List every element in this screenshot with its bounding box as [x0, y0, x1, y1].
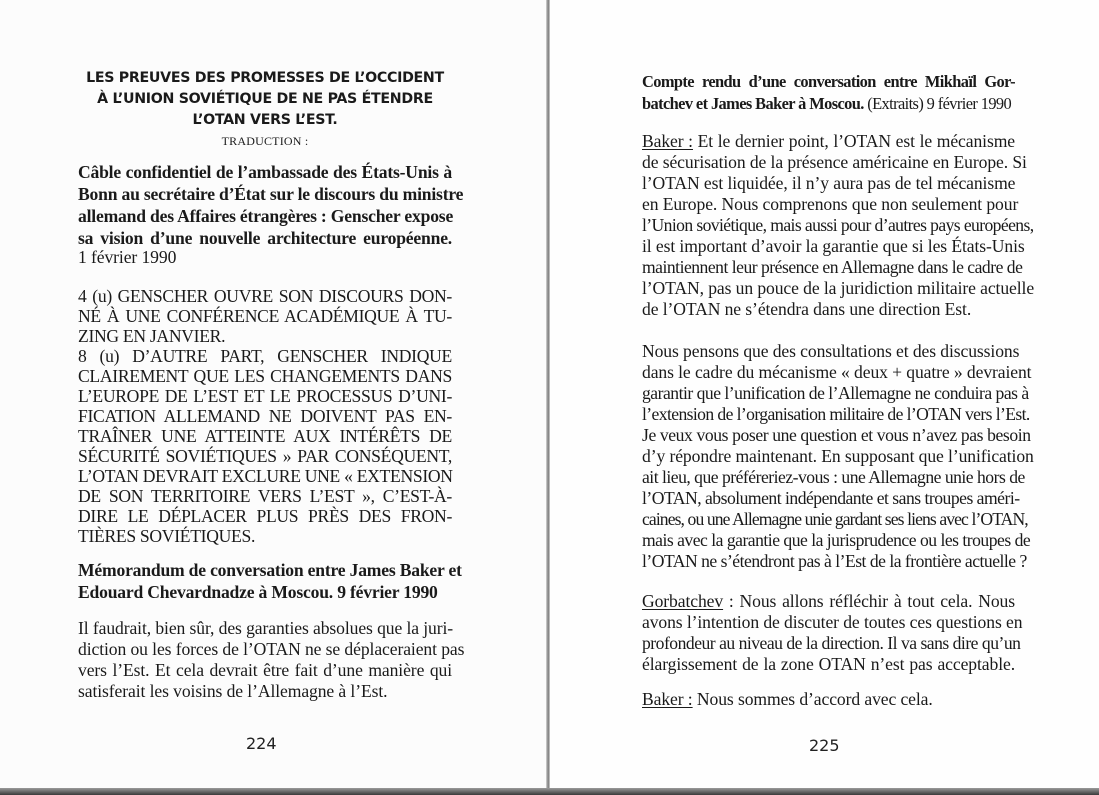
page-number: 224 — [246, 734, 277, 753]
memo-body-line: satisferait les voisins de l’Allemagne à l’Est. — [78, 681, 388, 701]
paragraph-text: Et le dernier point, l’OTAN est le mécanisme — [692, 131, 1015, 151]
cable-body-line: CLAIREMENT QUE LES CHANGEMENTS DANS — [78, 366, 452, 386]
cable-title-line: Câble confidentiel de l’ambassade des États-Unis à — [78, 162, 452, 182]
cable-body-line: DIRE LE DÉPLACER PLUS PRÈS DES FRON- — [78, 506, 452, 526]
cable-body-line: ZING EN JANVIER. — [78, 326, 226, 346]
paragraph-line: dans le cadre du mécanisme « deux + quatre » devraient — [642, 362, 1032, 382]
baker-paragraph-line — [642, 131, 1015, 152]
cable-body-line: 4 (u) GENSCHER OUVRE SON DISCOURS DON- — [78, 286, 452, 306]
baker-paragraph-line: il est important d’avoir la garantie que si les États-Unis — [642, 236, 1025, 256]
conversation-title-bold: batchev et James Baker à Moscou. — [642, 94, 864, 113]
question-paragraph-line: mais avec la garantie que la jurisprudence ou les troupes de — [642, 530, 1031, 550]
speaker-baker: Baker : — [642, 131, 693, 151]
chapter-heading-line: À L’UNION SOVIÉTIQUE DE NE PAS ÉTENDRE — [97, 91, 433, 107]
memo-title-line: Mémorandum de conversation entre James Baker et — [78, 560, 462, 580]
right-page — [550, 0, 1099, 788]
gorbatchev-paragraph-line: profondeur au niveau de la direction. Il va sans dire qu’un — [642, 633, 1021, 653]
question-paragraph-line: l’OTAN ne s’étendront pas à l’Est de la frontière actuelle ? — [642, 551, 1027, 571]
speaker-gorbatchev: Gorbatchev — [642, 591, 724, 611]
chapter-heading-line: L’OTAN VERS L’EST. — [192, 112, 338, 128]
memo-title-line: Edouard Chevardnadze à Moscou. 9 février 1990 — [78, 582, 438, 602]
gorbatchev-paragraph-line — [642, 591, 1015, 612]
baker-paragraph-line: l’Union soviétique, mais aussi pour d’autres pays européens, — [642, 215, 1034, 235]
memo-body-line: diction ou les forces de l’OTAN ne se déplaceraient pas — [78, 639, 465, 659]
cable-body-line: L’EUROPE DE L’EST ET LE PROCESSUS D’UNI- — [78, 386, 452, 406]
paragraph-line: l’extension de l’organisation militaire de l’OTAN vers l’Est. — [642, 404, 1030, 424]
baker-paragraph-line: de l’OTAN ne s’étendra dans une direction Est. — [642, 299, 972, 319]
baker-paragraph-line: de sécurisation de la présence américaine en Europe. Si — [642, 152, 1027, 172]
paragraph-line: garantir que l’unification de l’Allemagne ne conduira pas à — [642, 383, 1029, 403]
conversation-title-line: Compte rendu d’une conversation entre Mikhaïl Gor- — [642, 72, 1015, 91]
gorbatchev-paragraph-line: avons l’intention de discuter de toutes ces questions en — [642, 612, 1023, 632]
cable-body-line: NÉ À UNE CONFÉRENCE ACADÉMIQUE À TU- — [78, 306, 452, 326]
cable-title-line: allemand des Affaires étrangères : Genscher expose — [78, 206, 454, 226]
left-page — [0, 0, 547, 788]
paragraph-line: Nous pensons que des consultations et des discussions — [642, 341, 1020, 361]
question-paragraph-line: ait lieu, que préféreriez-vous : une Allemagne unie hors de — [642, 467, 1025, 487]
paragraph-text: Nous sommes d’accord avec cela. — [692, 689, 933, 709]
cable-body-line: FICATION ALLEMAND NE DOIVENT PAS EN- — [78, 406, 452, 426]
speaker-baker: Baker : — [642, 689, 693, 709]
page-bottom-edge — [0, 788, 1099, 795]
question-paragraph-line: caines, ou une Allemagne unie gardant ses liens avec l’OTAN, — [642, 509, 1028, 529]
conversation-title-suffix: (Extraits) 9 février 1990 — [863, 94, 1012, 113]
baker-paragraph-line: l’OTAN est liquidée, il n’y aura pas de tel mécanisme — [642, 173, 1016, 193]
baker-reply-line — [642, 689, 933, 710]
gorbatchev-paragraph-line: élargissement de la zone OTAN n’est pas acceptable. — [642, 654, 1015, 674]
baker-paragraph-line: l’OTAN, pas un pouce de la juridiction militaire actuelle — [642, 278, 1035, 298]
baker-paragraph-line: en Europe. Nous comprenons que non seulement pour — [642, 194, 1019, 214]
paragraph-text: : Nous allons réfléchir à tout cela. Nous — [723, 591, 1015, 611]
memo-body-line: Il faudrait, bien sûr, des garanties absolues que la juri- — [78, 618, 454, 638]
question-paragraph-line: d’y répondre maintenant. En supposant que l’unification — [642, 446, 1034, 466]
cable-body-line: TRAÎNER UNE ATTEINTE AUX INTÉRÊTS DE — [78, 426, 452, 446]
cable-date: 1 février 1990 — [78, 247, 177, 267]
cable-body-line: 8 (u) D’AUTRE PART, GENSCHER INDIQUE — [78, 346, 452, 366]
cable-title-line: sa vision d’une nouvelle architecture européenne. — [78, 228, 452, 248]
cable-body-line: SÉCURITÉ SOVIÉTIQUES » PAR CONSÉQUENT, — [78, 446, 452, 466]
cable-body-line: DE SON TERRITOIRE VERS L’EST », C’EST-À- — [78, 486, 452, 506]
chapter-heading-line: LES PREUVES DES PROMESSES DE L’OCCIDENT — [86, 70, 444, 86]
question-paragraph-line: Je veux vous poser une question et vous n’avez pas besoin — [642, 425, 1031, 445]
cable-body-line: L’OTAN DEVRAIT EXCLURE UNE « EXTENSION — [78, 466, 453, 486]
conversation-title-line — [642, 94, 1011, 114]
baker-paragraph-line: maintiennent leur présence en Allemagne dans le cadre de — [642, 257, 1023, 277]
page-number: 225 — [809, 736, 840, 755]
question-paragraph-line: l’OTAN, absolument indépendante et sans troupes améri- — [642, 488, 1020, 508]
translation-label: TRADUCTION : — [221, 134, 309, 148]
memo-body-line: vers l’Est. Et cela devrait être fait d’une manière qui — [78, 660, 452, 680]
cable-title-line: Bonn au secrétaire d’État sur le discours du ministre — [78, 184, 464, 204]
cable-body-line: TIÈRES SOVIÉTIQUES. — [78, 526, 256, 546]
